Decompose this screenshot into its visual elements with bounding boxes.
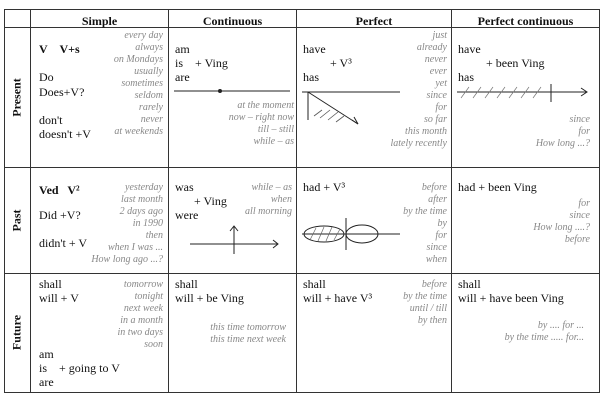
past-continuous-form: were [175, 208, 199, 222]
header-simple: Simple [81, 14, 118, 28]
present-perfect-continuous-timeline [455, 84, 595, 104]
hint: by [437, 218, 447, 229]
hint: by then [417, 315, 447, 326]
hint: for [578, 198, 590, 209]
hint: in 1990 [132, 218, 163, 229]
hint: by the time [403, 206, 447, 217]
hint: never [424, 54, 447, 65]
header-perfect: Perfect [355, 14, 393, 28]
future-simple-form: are [39, 375, 54, 389]
future-simple-form [39, 361, 120, 375]
present-perfect-continuous-hints [536, 114, 590, 150]
present-perfect-continuous-form: + been Ving [486, 56, 545, 70]
formula-part: V+s [59, 42, 80, 56]
header-perfect-continuous: Perfect continuous [477, 14, 574, 28]
row-label-future: Future [9, 314, 24, 351]
present-simple-form: Does+V? [39, 85, 85, 99]
future-continuous-form: will + be Ving [175, 291, 244, 305]
present-perfect-form: has [303, 70, 319, 84]
grid-line [296, 9, 297, 393]
hint: yet [435, 78, 447, 89]
hint: tomorrow [123, 279, 163, 290]
hint: when [270, 194, 292, 205]
grid-line [451, 9, 452, 393]
hint: by the time ..... for... [504, 332, 584, 343]
future-continuous-form: shall [175, 277, 198, 291]
future-perfect-continuous-form: shall [458, 277, 481, 291]
hint: so far [423, 114, 447, 125]
past-continuous-form: was [175, 180, 194, 194]
hint: until / till [409, 303, 447, 314]
present-perfect-form: have [303, 42, 326, 56]
hint: How long ...? [535, 138, 590, 149]
grid-line [30, 9, 31, 393]
present-simple-form: don't [39, 113, 63, 127]
present-continuous-form: am [175, 42, 190, 56]
row-label-present: Present [9, 78, 24, 117]
row-label-past: Past [9, 209, 24, 232]
hint: for [578, 126, 590, 137]
hint: usually [134, 66, 163, 77]
future-continuous-hints [210, 322, 286, 346]
formula-part: Ved [39, 183, 59, 197]
future-perfect-form: shall [303, 277, 326, 291]
hint: in two days [117, 327, 163, 338]
grid-line [4, 167, 600, 168]
past-continuous-form: + Ving [194, 194, 227, 208]
present-continuous-hints [229, 100, 294, 148]
future-simple-form: shall [39, 277, 62, 291]
future-perfect-continuous-hints [505, 320, 584, 344]
hint: for [435, 230, 447, 241]
present-continuous-form: are [175, 70, 190, 84]
hint: in a month [120, 315, 163, 326]
formula-part: is [175, 56, 184, 70]
hint: since [569, 210, 590, 221]
formula-part: + Ving [195, 56, 228, 70]
grid-line [599, 9, 600, 393]
future-simple-form: will + V [39, 291, 79, 305]
formula-part: is [39, 361, 48, 375]
past-simple-form [39, 183, 80, 197]
past-perfect-diagram [300, 214, 405, 254]
grid-line [4, 273, 600, 274]
hint: before [421, 182, 447, 193]
future-perfect-hints [403, 279, 447, 327]
hint: till – still [257, 124, 294, 135]
hint: sometimes [121, 78, 163, 89]
hint: last month [121, 194, 163, 205]
grid-line [4, 392, 600, 393]
grid-line [168, 9, 169, 393]
past-continuous-timeline [188, 224, 288, 256]
hint: tonight [134, 291, 163, 302]
future-simple-form: am [39, 347, 54, 361]
hint: when I was ... [108, 242, 163, 253]
hint: lately recently [390, 138, 447, 149]
hint: after [428, 194, 447, 205]
hint: by the time [403, 291, 447, 302]
hint: at weekends [114, 126, 163, 137]
hint: seldom [134, 90, 163, 101]
hint: ever [429, 66, 447, 77]
future-simple-hints [117, 279, 163, 351]
hint: while – as [253, 136, 294, 147]
hint: How long ago ...? [91, 254, 163, 265]
hint: this time tomorrow [210, 322, 286, 333]
past-perfect-continuous-form: had + been Ving [458, 180, 537, 194]
hint: this month [405, 126, 447, 137]
hint: soon [144, 339, 163, 350]
present-perfect-continuous-form: have [458, 42, 481, 56]
hint: every day [124, 30, 163, 41]
hint: on Mondays [113, 54, 163, 65]
grid-line [4, 9, 5, 393]
formula-part: + going to V [59, 361, 120, 375]
grid-line [4, 9, 600, 10]
present-perfect-form: + V³ [330, 56, 352, 70]
present-simple-form: doesn't +V [39, 127, 91, 141]
hint: this time next week [210, 334, 286, 345]
hint: while – as [251, 182, 292, 193]
past-perfect-form: had + V³ [303, 180, 346, 194]
formula-part: will + have V³ [303, 291, 373, 305]
hint: now – right now [228, 112, 294, 123]
future-perfect-continuous-form: will + have been Ving [458, 291, 564, 305]
hint: rarely [138, 102, 163, 113]
formula-part: V [39, 42, 48, 56]
hint: 2 days ago [119, 206, 163, 217]
present-perfect-hints [390, 30, 447, 150]
hint: when [425, 254, 447, 265]
past-simple-form: Did +V? [39, 208, 81, 222]
hint: always [135, 42, 163, 53]
hint: by .... for ... [537, 320, 584, 331]
hint: then [145, 230, 163, 241]
hint: before [421, 279, 447, 290]
hint: next week [123, 303, 163, 314]
hint: since [426, 242, 447, 253]
hint: just [432, 30, 447, 41]
past-simple-hints [91, 182, 163, 266]
past-continuous-hints [245, 182, 292, 218]
present-simple-form: Do [39, 70, 54, 84]
hint: since [426, 90, 447, 101]
formula-part: V² [67, 183, 80, 197]
hint: already [416, 42, 447, 53]
hint: yesterday [125, 182, 163, 193]
hint: since [569, 114, 590, 125]
hint: never [140, 114, 163, 125]
present-simple-form [39, 42, 80, 56]
present-continuous-form [175, 56, 228, 70]
present-continuous-timeline [172, 84, 294, 98]
present-simple-hints [114, 30, 163, 138]
header-continuous: Continuous [202, 14, 263, 28]
hint: before [564, 234, 590, 245]
hint: all morning [245, 206, 292, 217]
present-perfect-continuous-form: has [458, 70, 474, 84]
past-perfect-hints [403, 182, 447, 266]
hint: How long ....? [533, 222, 590, 233]
future-perfect-form [303, 291, 372, 305]
past-perfect-continuous-hints [533, 198, 590, 246]
hint: for [435, 102, 447, 113]
past-simple-form: didn't + V [39, 236, 88, 250]
hint: at the moment [237, 100, 294, 111]
